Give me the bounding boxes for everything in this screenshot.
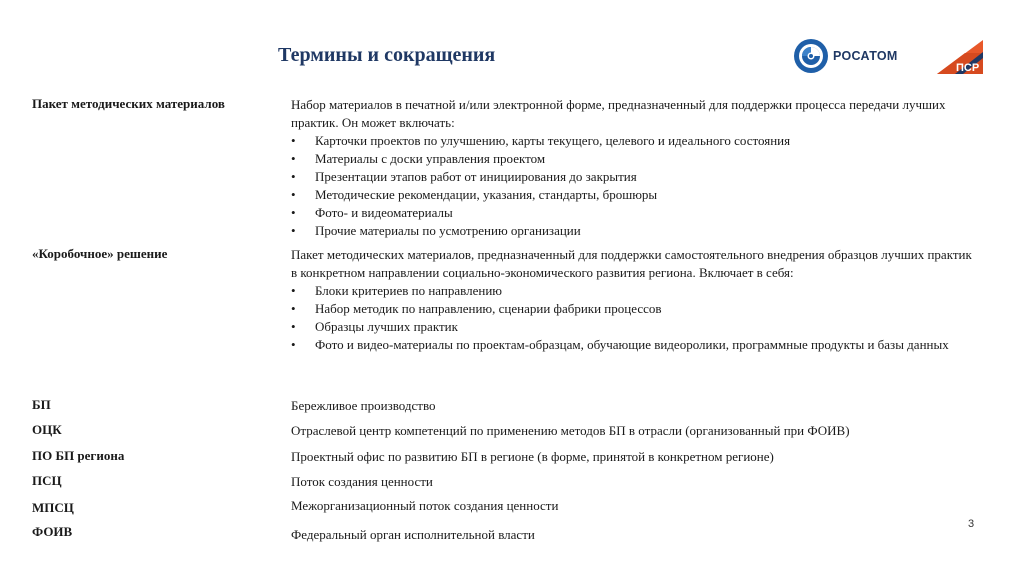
bullet-item: • Набор методик по направлению, сценарии фабрики процессов: [291, 301, 662, 316]
psr-logo-text: ПСР: [956, 62, 980, 74]
term-label: Пакет методических материалов: [32, 96, 225, 111]
rosatom-emblem-icon: [793, 38, 829, 74]
term-label: ОЦК: [32, 422, 62, 437]
rosatom-logo: [793, 38, 913, 76]
page-number: 3: [968, 518, 975, 530]
bullet-item: • Фото- и видеоматериалы: [291, 205, 453, 220]
term-definition: [291, 246, 981, 354]
psr-logo: [935, 38, 985, 76]
page-title: Термины и сокращения: [278, 44, 496, 66]
bullet-item: • Карточки проектов по улучшению, карты текущего, целевого и идеального состояния: [291, 133, 791, 148]
term-label: «Коробочное» решение: [32, 246, 168, 261]
term-label: МПСЦ: [32, 500, 74, 515]
term-label: ФОИВ: [32, 524, 73, 539]
term-definition: [291, 96, 981, 240]
term-label: ПО БП региона: [32, 448, 125, 463]
term-label: ПСЦ: [32, 473, 62, 488]
term-label: БП: [32, 397, 51, 412]
rosatom-wordmark: РОСАТОМ: [833, 49, 898, 63]
term-definition: Поток создания ценности: [291, 474, 433, 489]
definition-text: Набор материалов в печатной и/или электронной форме, предназначенный для поддержки процесса передачи лучших практик. Он может включать:: [291, 97, 946, 130]
bullet-item: • Прочие материалы по усмотрению организации: [291, 223, 581, 238]
term-definition: Федеральный орган исполнительной власти: [291, 527, 535, 542]
term-definition: Бережливое производство: [291, 398, 436, 413]
term-definition: Отраслевой центр компетенций по применению методов БП в отрасли (организованный при ФОИВ): [291, 423, 850, 438]
bullet-item: • Блоки критериев по направлению: [291, 283, 502, 298]
psr-emblem-icon: [935, 38, 985, 76]
bullet-item: • Фото и видео-материалы по проектам-образцам, обучающие видеоролики, программные продукты и базы данных: [291, 337, 949, 352]
bullet-item: • Образцы лучших практик: [291, 319, 458, 334]
bullet-item: • Презентации этапов работ от инициирования до закрытия: [291, 169, 637, 184]
bullet-item: • Материалы с доски управления проектом: [291, 151, 546, 166]
bullet-item: • Методические рекомендации, указания, стандарты, брошюры: [291, 187, 658, 202]
bullet-list: [291, 282, 981, 354]
term-definition: Межорганизационный поток создания ценности: [291, 498, 559, 513]
term-definition: Проектный офис по развитию БП в регионе (в форме, принятой в конкретном регионе): [291, 449, 774, 464]
definition-text: Пакет методических материалов, предназначенный для поддержки самостоятельного внедрения образцов лучших практик в конкретном направлении социально-экономического развития региона. Включает в себя:: [291, 247, 972, 280]
bullet-list: [291, 132, 981, 240]
